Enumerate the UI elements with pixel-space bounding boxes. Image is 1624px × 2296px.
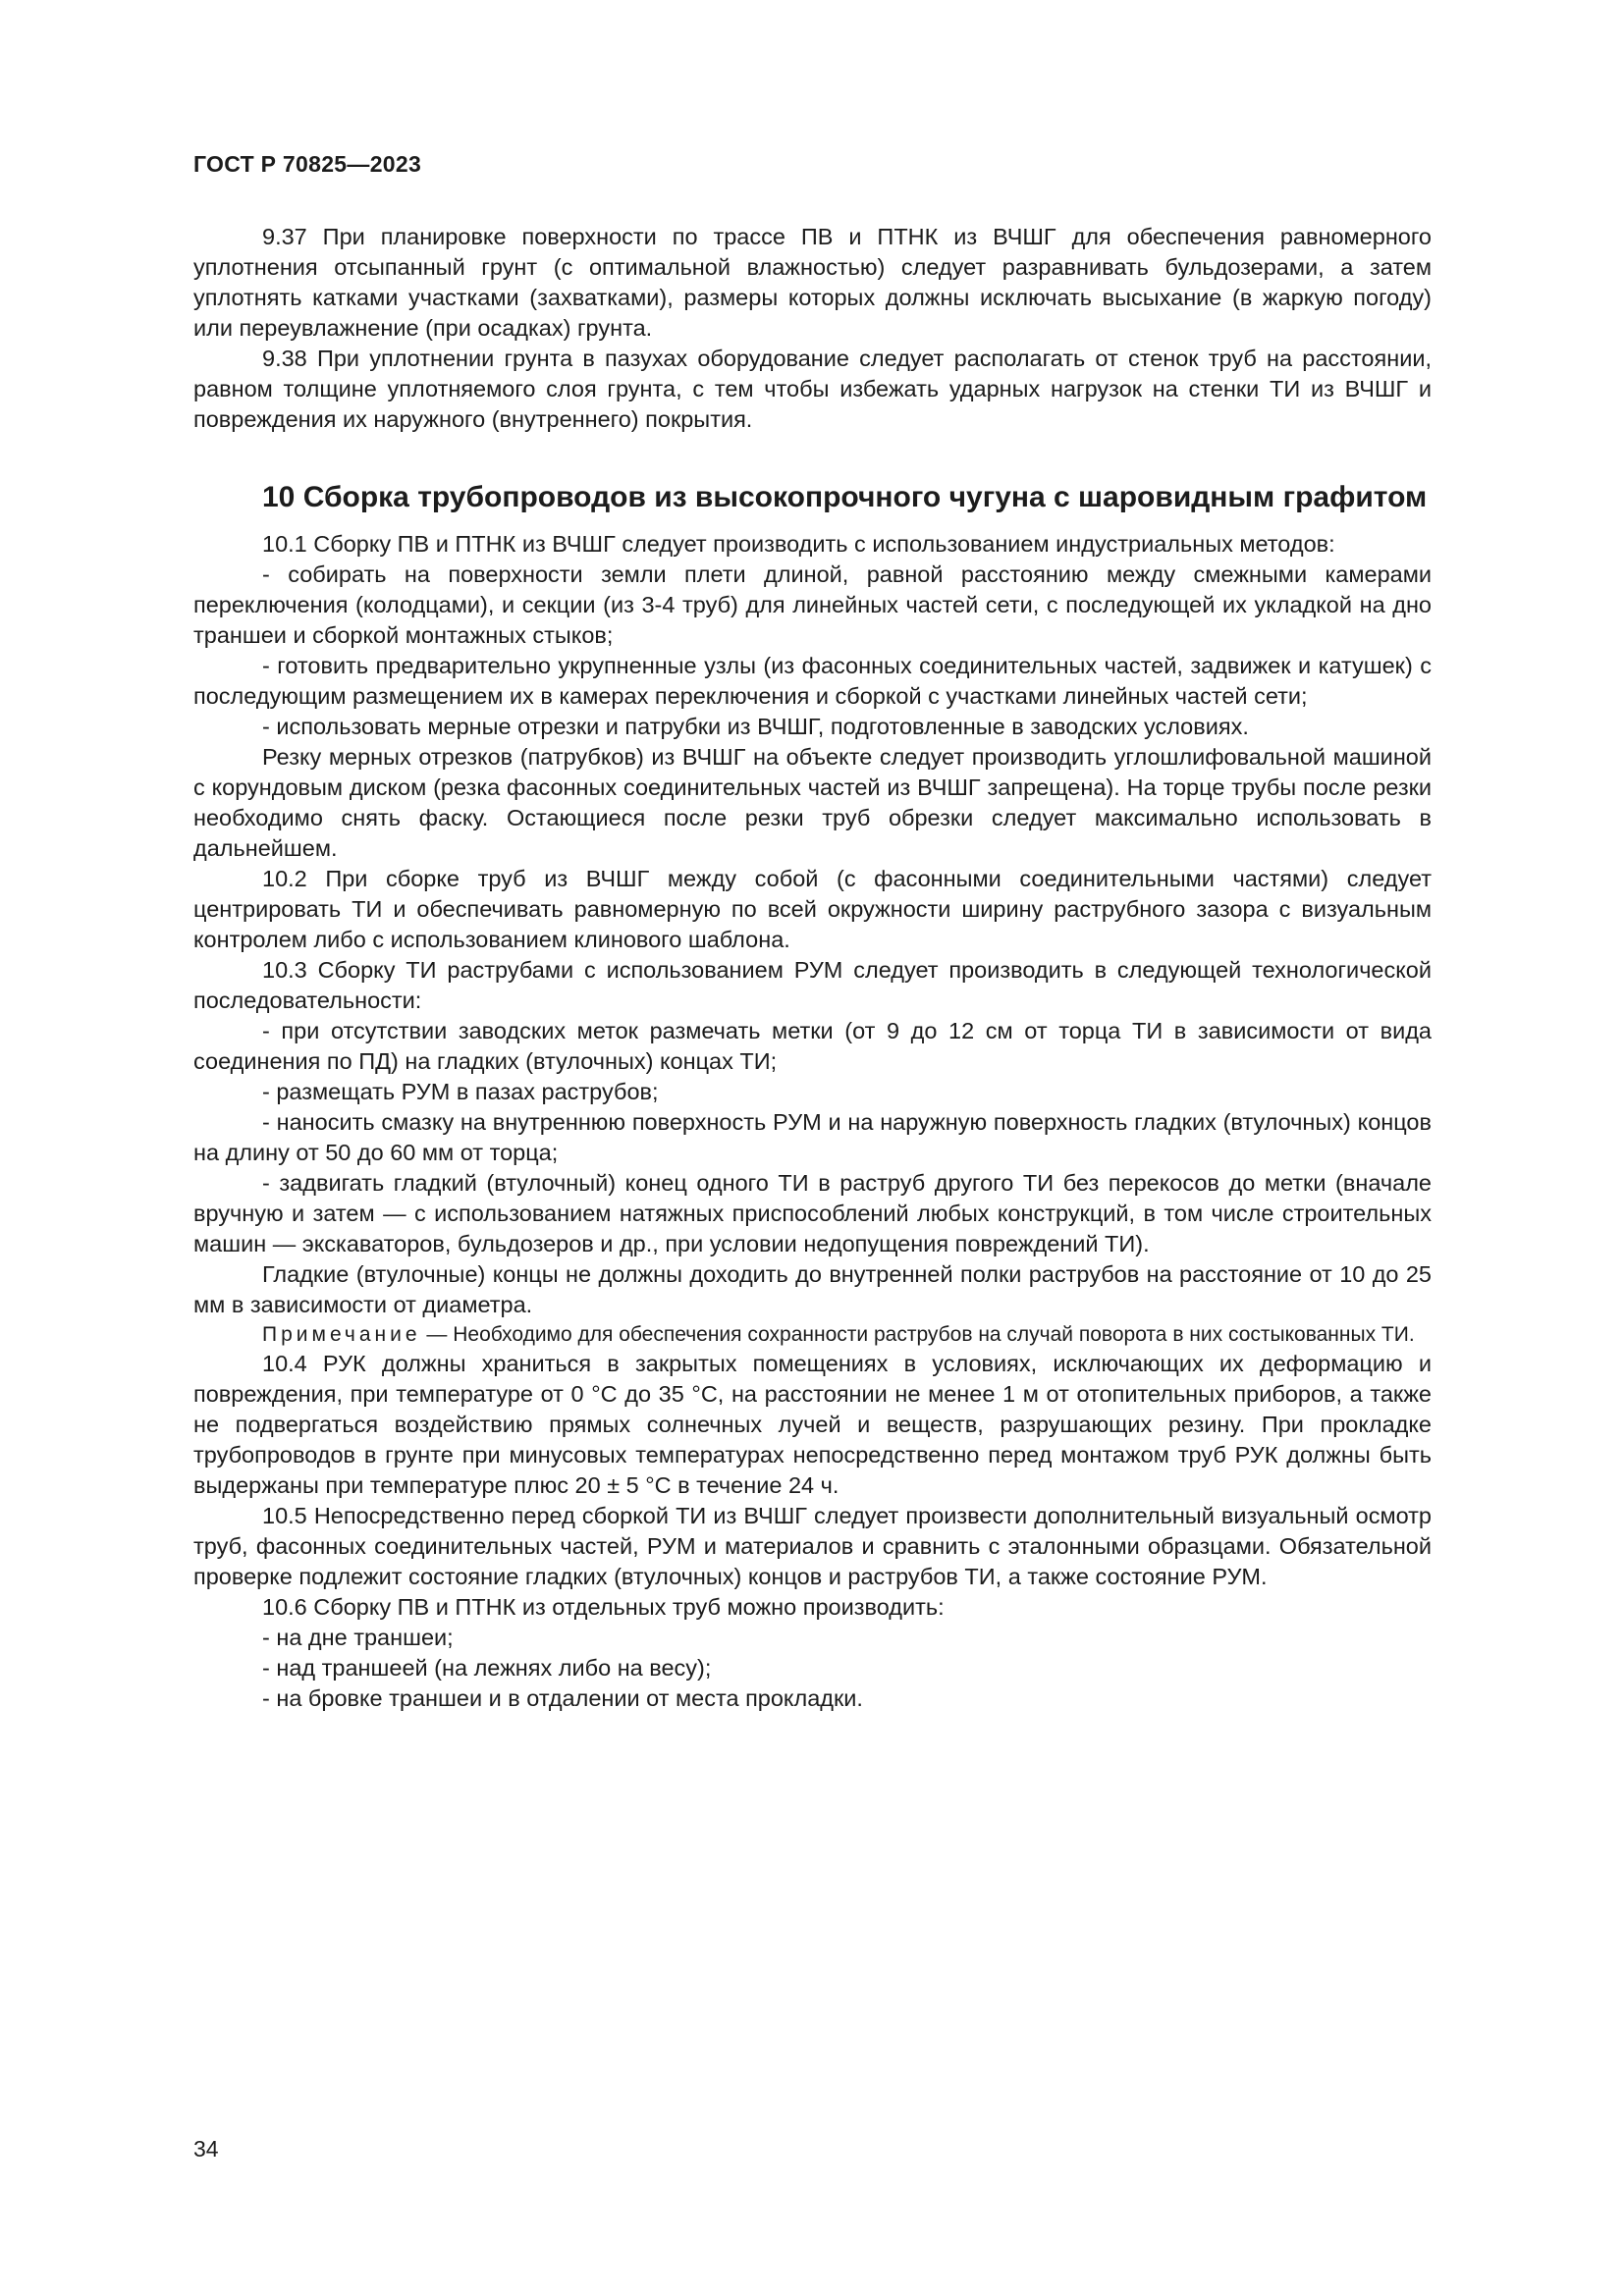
paragraph-cutting: Резку мерных отрезков (патрубков) из ВЧШГ на объекте следует производить углошлифовальной машиной с корундовым диском (резка фасонных соединительных частей из ВЧШГ запрещена). На торце трубы после резки необходимо снять фаску. Остающиеся после резки труб обрезки следует максимально использовать в дальнейшем.	[193, 744, 1432, 861]
paragraph-10-5: 10.5 Непосредственно перед сборкой ТИ из ВЧШГ следует произвести дополнительный визуальный осмотр труб, фасонных соединительных частей, РУМ и материалов и сравнить с эталонными образцами. Обязательной проверке подлежит состояние гладких (втулочных) концов и раструбов ТИ, а также состояние РУМ.	[193, 1503, 1432, 1589]
paragraph-10-6: 10.6 Сборку ПВ и ПТНК из отдельных труб можно производить:	[262, 1594, 945, 1620]
paragraph-10-4: 10.4 РУК должны храниться в закрытых помещениях в условиях, исключающих их деформацию и повреждения, при температуре от 0 °С до 35 °С, на расстоянии не менее 1 м от отопительных приборов, а также не подвергаться воздействию прямых солнечных лучей и веществ, разрушающих резину. При прокладке трубопроводов в грунте при минусовых температурах непосредственно перед монтажом труб РУК должны быть выдержаны при температуре плюс 20 ± 5 °С в течение 24 ч.	[193, 1351, 1432, 1498]
list-item: - размещать РУМ в пазах раструбов;	[262, 1079, 659, 1104]
paragraph-10-3: 10.3 Сборку ТИ раструбами с использованием РУМ следует производить в следующей технологической последовательности:	[193, 957, 1432, 1013]
document-header: ГОСТ Р 70825—2023	[193, 151, 422, 177]
paragraph-9-38: 9.38 При уплотнении грунта в пазухах оборудование следует располагать от стенок труб на расстоянии, равном толщине уплотняемого слоя грунта, с тем чтобы избежать ударных нагрузок на стенки ТИ из ВЧШГ и повреждения их наружного (внутреннего) покрытия.	[193, 346, 1432, 432]
list-item: - собирать на поверхности земли плети длиной, равной расстоянию между смежными камерами переключения (колодцами), и секции (из 3-4 труб) для линейных частей сети, с последующей их укладкой на дно траншеи и сборкой монтажных стыков;	[193, 561, 1432, 648]
note-text: — Необходимо для обеспечения сохранности раструбов на случай поворота в них состыкованных ТИ.	[420, 1323, 1415, 1346]
list-item: - наносить смазку на внутреннюю поверхность РУМ и на наружную поверхность гладких (втулочных) концов на длину от 50 до 60 мм от торца;	[193, 1109, 1432, 1165]
paragraph-smooth-ends: Гладкие (втулочные) концы не должны доходить до внутренней полки раструбов на расстояние от 10 до 25 мм в зависимости от диаметра.	[193, 1261, 1432, 1317]
list-item: - при отсутствии заводских меток размечать метки (от 9 до 12 см от торца ТИ в зависимости от вида соединения по ПД) на гладких (втулочных) концах ТИ;	[193, 1018, 1432, 1074]
list-item: - на дне траншеи;	[262, 1625, 454, 1650]
list-item: - задвигать гладкий (втулочный) конец одного ТИ в раструб другого ТИ без перекосов до метки (вначале вручную и затем — с использованием натяжных приспособлений любых конструкций, в том числе строительных машин — экскаваторов, бульдозеров и др., при условии недопущения повреждений ТИ).	[193, 1170, 1432, 1256]
page-content	[193, 222, 1432, 1714]
list-item: - над траншеей (на лежнях либо на весу);	[262, 1655, 712, 1681]
list-item: - использовать мерные отрезки и патрубки из ВЧШГ, подготовленные в заводских условиях.	[262, 714, 1249, 739]
paragraph-10-1: 10.1 Сборку ПВ и ПТНК из ВЧШГ следует производить с использованием индустриальных методов:	[262, 531, 1335, 557]
paragraph-9-37: 9.37 При планировке поверхности по трассе ПВ и ПТНК из ВЧШГ для обеспечения равномерного уплотнения отсыпанный грунт (с оптимальной влажностью) следует разравнивать бульдозерами, а затем уплотнять катками участками (захватками), размеры которых должны исключать высыхание (в жаркую погоду) или переувлажнение (при осадках) грунта.	[193, 224, 1432, 341]
list-item: - на бровке траншеи и в отдалении от места прокладки.	[262, 1685, 863, 1711]
section-title: 10 Сборка трубопроводов из высокопрочного чугуна с шаровидным графитом	[262, 481, 1428, 513]
page-number: 34	[193, 2136, 219, 2162]
note-label: Примечание	[262, 1323, 421, 1346]
paragraph-10-2: 10.2 При сборке труб из ВЧШГ между собой (с фасонными соединительными частями) следует центрировать ТИ и обеспечивать равномерную по всей окружности ширину раструбного зазора с визуальным контролем либо с использованием клинового шаблона.	[193, 866, 1432, 952]
note	[193, 1320, 1432, 1349]
list-item: - готовить предварительно укрупненные узлы (из фасонных соединительных частей, задвижек и катушек) с последующим размещением их в камерах переключения и сборкой с участками линейных частей сети;	[193, 653, 1432, 709]
